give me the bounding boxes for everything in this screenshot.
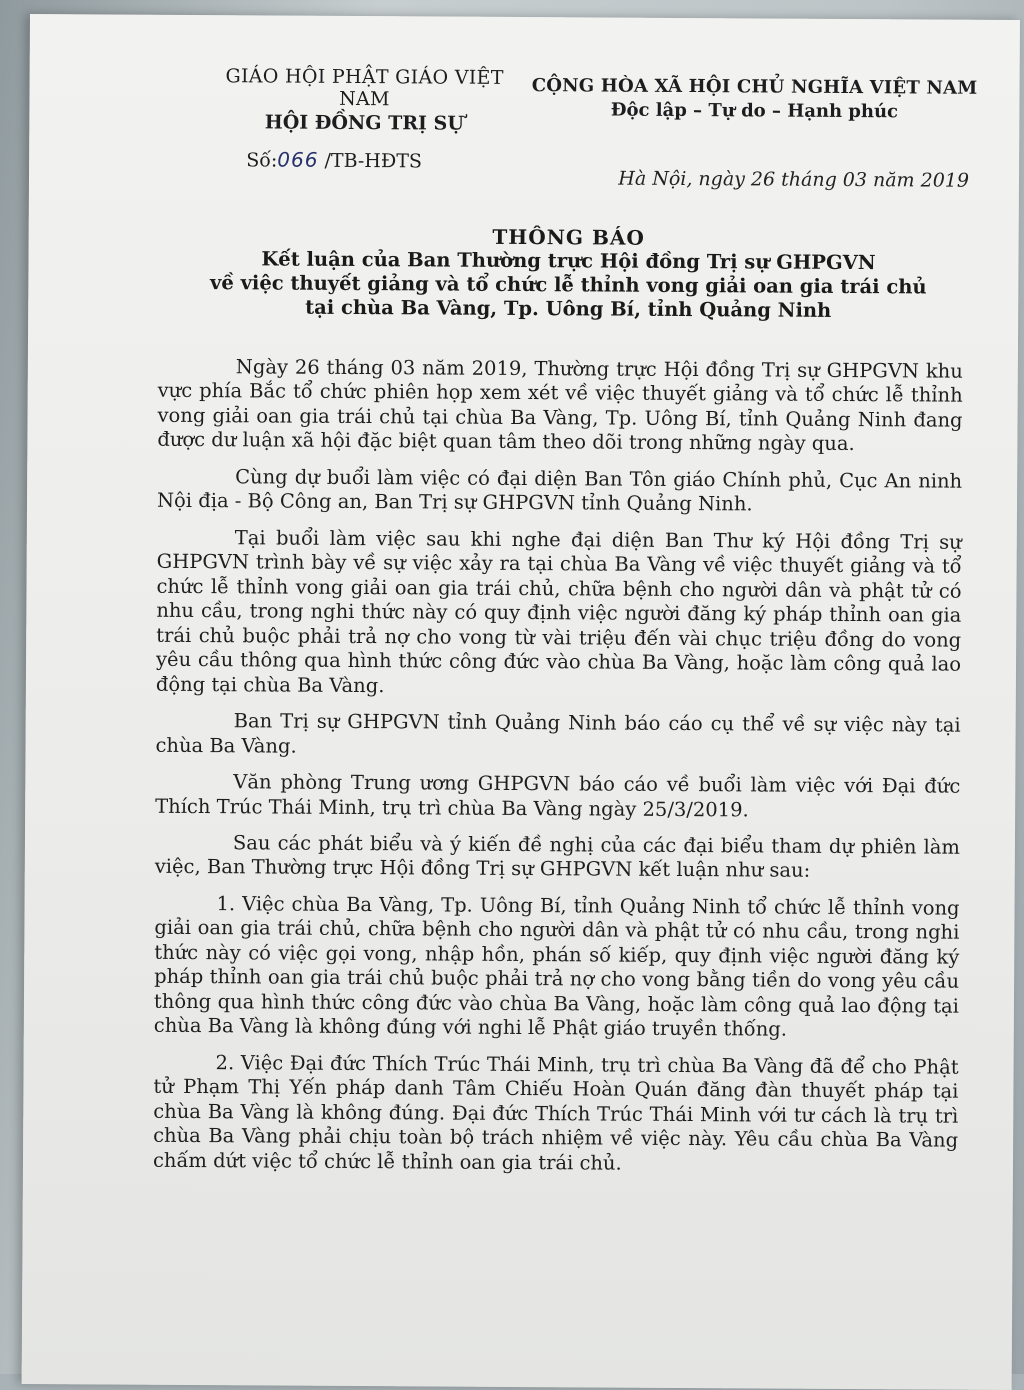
document-page [22,14,1020,1390]
document-number-prefix: Số: [246,149,278,172]
national-header [529,75,979,123]
body-paragraph: Sau các phát biểu và ý kiến đề nghị của các đại biểu tham dự phiên làm việc, Ban Thường trực Hội đồng Trị sự GHPGVN kết luận như sau: [154,831,960,883]
document-heading: THÔNG BÁO [492,224,645,250]
issuer-block [199,65,530,173]
document-number-handwritten: 066 [277,147,319,172]
national-title: CỘNG HÒA XÃ HỘI CHỦ NGHĨA VIỆT NAM [531,75,978,99]
body-paragraph: Ban Trị sự GHPGVN tỉnh Quảng Ninh báo cáo cụ thể về sự việc này tại chùa Ba Vàng. [155,709,961,758]
conclusion-item-1: 1. Việc chùa Ba Vàng, Tp. Uông Bí, tỉnh Quảng Ninh tổ chức lễ thỉnh vong giải oan gia trái chủ, chữa bệnh cho người dân và phật tử có nhu cầu, trong nghi thức này có việc gọi vong, nhập hồn, phán số kiếp, quy định việc người đăng ký pháp thỉnh oan gia trái chủ buộc phải trả nợ cho vong bằng tiền do vong yêu cầu thông qua hình thức công đức vào chùa Ba Vàng, hoặc làm công quả lao động tại chùa Ba Vàng là không đúng với nghi lễ Phật giáo truyền thống. [153,892,960,1041]
body-paragraph: Văn phòng Trung ương GHPGVN báo cáo về buổi làm việc với Đại đức Thích Trúc Thái Minh, trụ trì chùa Ba Vàng ngày 25/3/2019. [155,770,961,821]
document-subject-line-3: tại chùa Ba Vàng, Tp. Uông Bí, tỉnh Quảng Ninh [305,295,832,322]
issuer-organization: GIÁO HỘI PHẬT GIÁO VIỆT NAM [225,65,504,111]
document-date: Hà Nội, ngày 26 tháng 03 năm 2019 [618,167,970,192]
document-number-suffix: /TB-HĐTS [318,149,423,173]
document-title-block [168,223,969,323]
body-paragraph: Cùng dự buổi làm việc có đại diện Ban Tôn giáo Chính phủ, Cục An ninh Nội địa - Bộ Công an, Ban Trị sự GHPGVN tỉnh Quảng Ninh. [156,465,963,516]
body-paragraph: Ngày 26 tháng 03 năm 2019, Thường trực Hội đồng Trị sự GHPGVN khu vực phía Bắc tổ chức phiên họp xem xét về việc thuyết giảng và tổ chức lễ thỉnh vong giải oan gia trái chủ tại chùa Ba Vàng, Tp. Uông Bí, tỉnh Quảng Ninh đang được dư luận xã hội đặc biệt quan tâm theo dõi trong những ngày qua. [157,355,963,456]
national-motto: Độc lập – Tự do – Hạnh phúc [610,99,899,123]
document-number [139,147,529,173]
document-subject-line-2: về việc thuyết giảng và tổ chức lễ thỉnh vong giải oan gia trái chủ [210,270,927,299]
document-body [153,355,963,1190]
issuer-council: HỘI ĐỒNG TRỊ SỰ [264,111,464,135]
conclusion-item-2: 2. Việc Đại đức Thích Trúc Thái Minh, trụ trì chùa Ba Vàng đã để cho Phật tử Phạm Thị Yến pháp danh Tâm Chiếu Hoàn Quán đăng đàn thuyết pháp tại chùa Ba Vàng là không đúng. Đại đức Thích Trúc Thái Minh với tư cách là trụ trì chùa Ba Vàng phải chịu toàn bộ trách nhiệm về việc này. Yêu cầu chùa Ba Vàng chấm dứt việc tổ chức lễ thỉnh oan gia trái chủ. [152,1050,959,1175]
document-subject-line-1: Kết luận của Ban Thường trực Hội đồng Trị sự GHPGVN [261,247,876,275]
body-paragraph: Tại buổi làm việc sau khi nghe đại diện Ban Thư ký Hội đồng Trị sự GHPGVN trình bày về sự việc xảy ra tại chùa Ba Vàng về việc thuyết giảng và tổ chức lễ thỉnh vong giải oan gia trái chủ, chữa bệnh cho người dân và phật tử có nhu cầu, trong nghi thức này có quy định việc người đăng ký pháp thỉnh oan gia trái chủ buộc phải trả nợ cho vong từ vài triệu đến vài chục triệu đồng do vong yêu cầu thông qua hình thức công đức vào chùa Ba Vàng, hoặc làm công quả lao động tại chùa Ba Vàng. [155,526,962,697]
